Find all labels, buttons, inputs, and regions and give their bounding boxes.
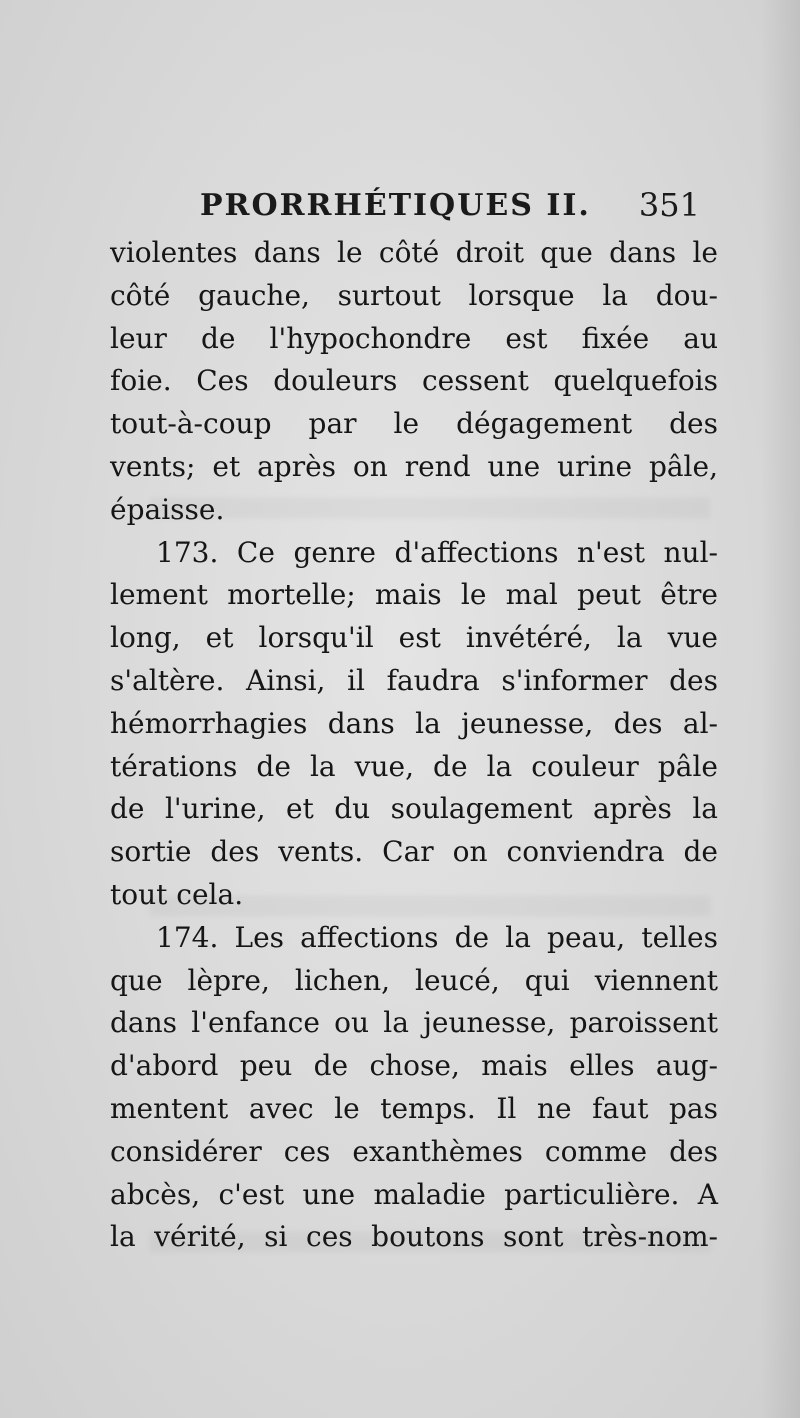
paragraph-start-line: 174. Les affections de la peau, telles <box>156 920 718 954</box>
text-line: d'abord peu de chose, mais elles aug- <box>110 1049 718 1083</box>
text-line: violentes dans le côté droit que dans le <box>110 236 718 269</box>
running-head: PRORRHÉTIQUES II. <box>200 188 591 223</box>
text-line: sortie des vents. Car on conviendra de <box>110 835 718 869</box>
text-line: vents; et après on rend une urine pâle, <box>110 449 718 483</box>
text-line: térations de la vue, de la couleur pâle <box>110 749 718 783</box>
text-line: long, et lorsqu'il est invétéré, la vue <box>110 621 718 655</box>
body-text <box>110 232 718 1259</box>
text-line: épaisse. <box>110 492 225 526</box>
page-number: 351 <box>638 186 700 224</box>
text-line: abcès, c'est une maladie particulière. A <box>110 1177 718 1211</box>
page-edge-shadow <box>760 0 800 1418</box>
text-line: de l'urine, et du soulagement après la <box>110 792 718 826</box>
text-line: foie. Ces douleurs cessent quelquefois <box>110 364 718 398</box>
text-line: que lèpre, lichen, leucé, qui viennent <box>110 963 718 997</box>
text-line: côté gauche, surtout lorsque la dou- <box>110 278 718 312</box>
text-line: tout-à-coup par le dégagement des <box>110 407 718 441</box>
text-line: mentent avec le temps. Il ne faut pas <box>110 1091 718 1125</box>
page-header <box>200 182 700 228</box>
paragraph-start-line: 173. Ce genre d'affections n'est nul- <box>156 535 718 569</box>
text-line: dans l'enfance ou la jeunesse, paroissent <box>110 1006 718 1040</box>
text-line: hémorrhagies dans la jeunesse, des al- <box>110 706 718 740</box>
text-line: considérer ces exanthèmes comme des <box>110 1134 718 1168</box>
text-line: tout cela. <box>110 877 244 911</box>
text-line: leur de l'hypochondre est fixée au <box>110 321 718 355</box>
text-line: lement mortelle; mais le mal peut être <box>110 578 718 612</box>
text-line: la vérité, si ces boutons sont très-nom- <box>110 1220 718 1254</box>
text-line: s'altère. Ainsi, il faudra s'informer des <box>110 663 718 697</box>
